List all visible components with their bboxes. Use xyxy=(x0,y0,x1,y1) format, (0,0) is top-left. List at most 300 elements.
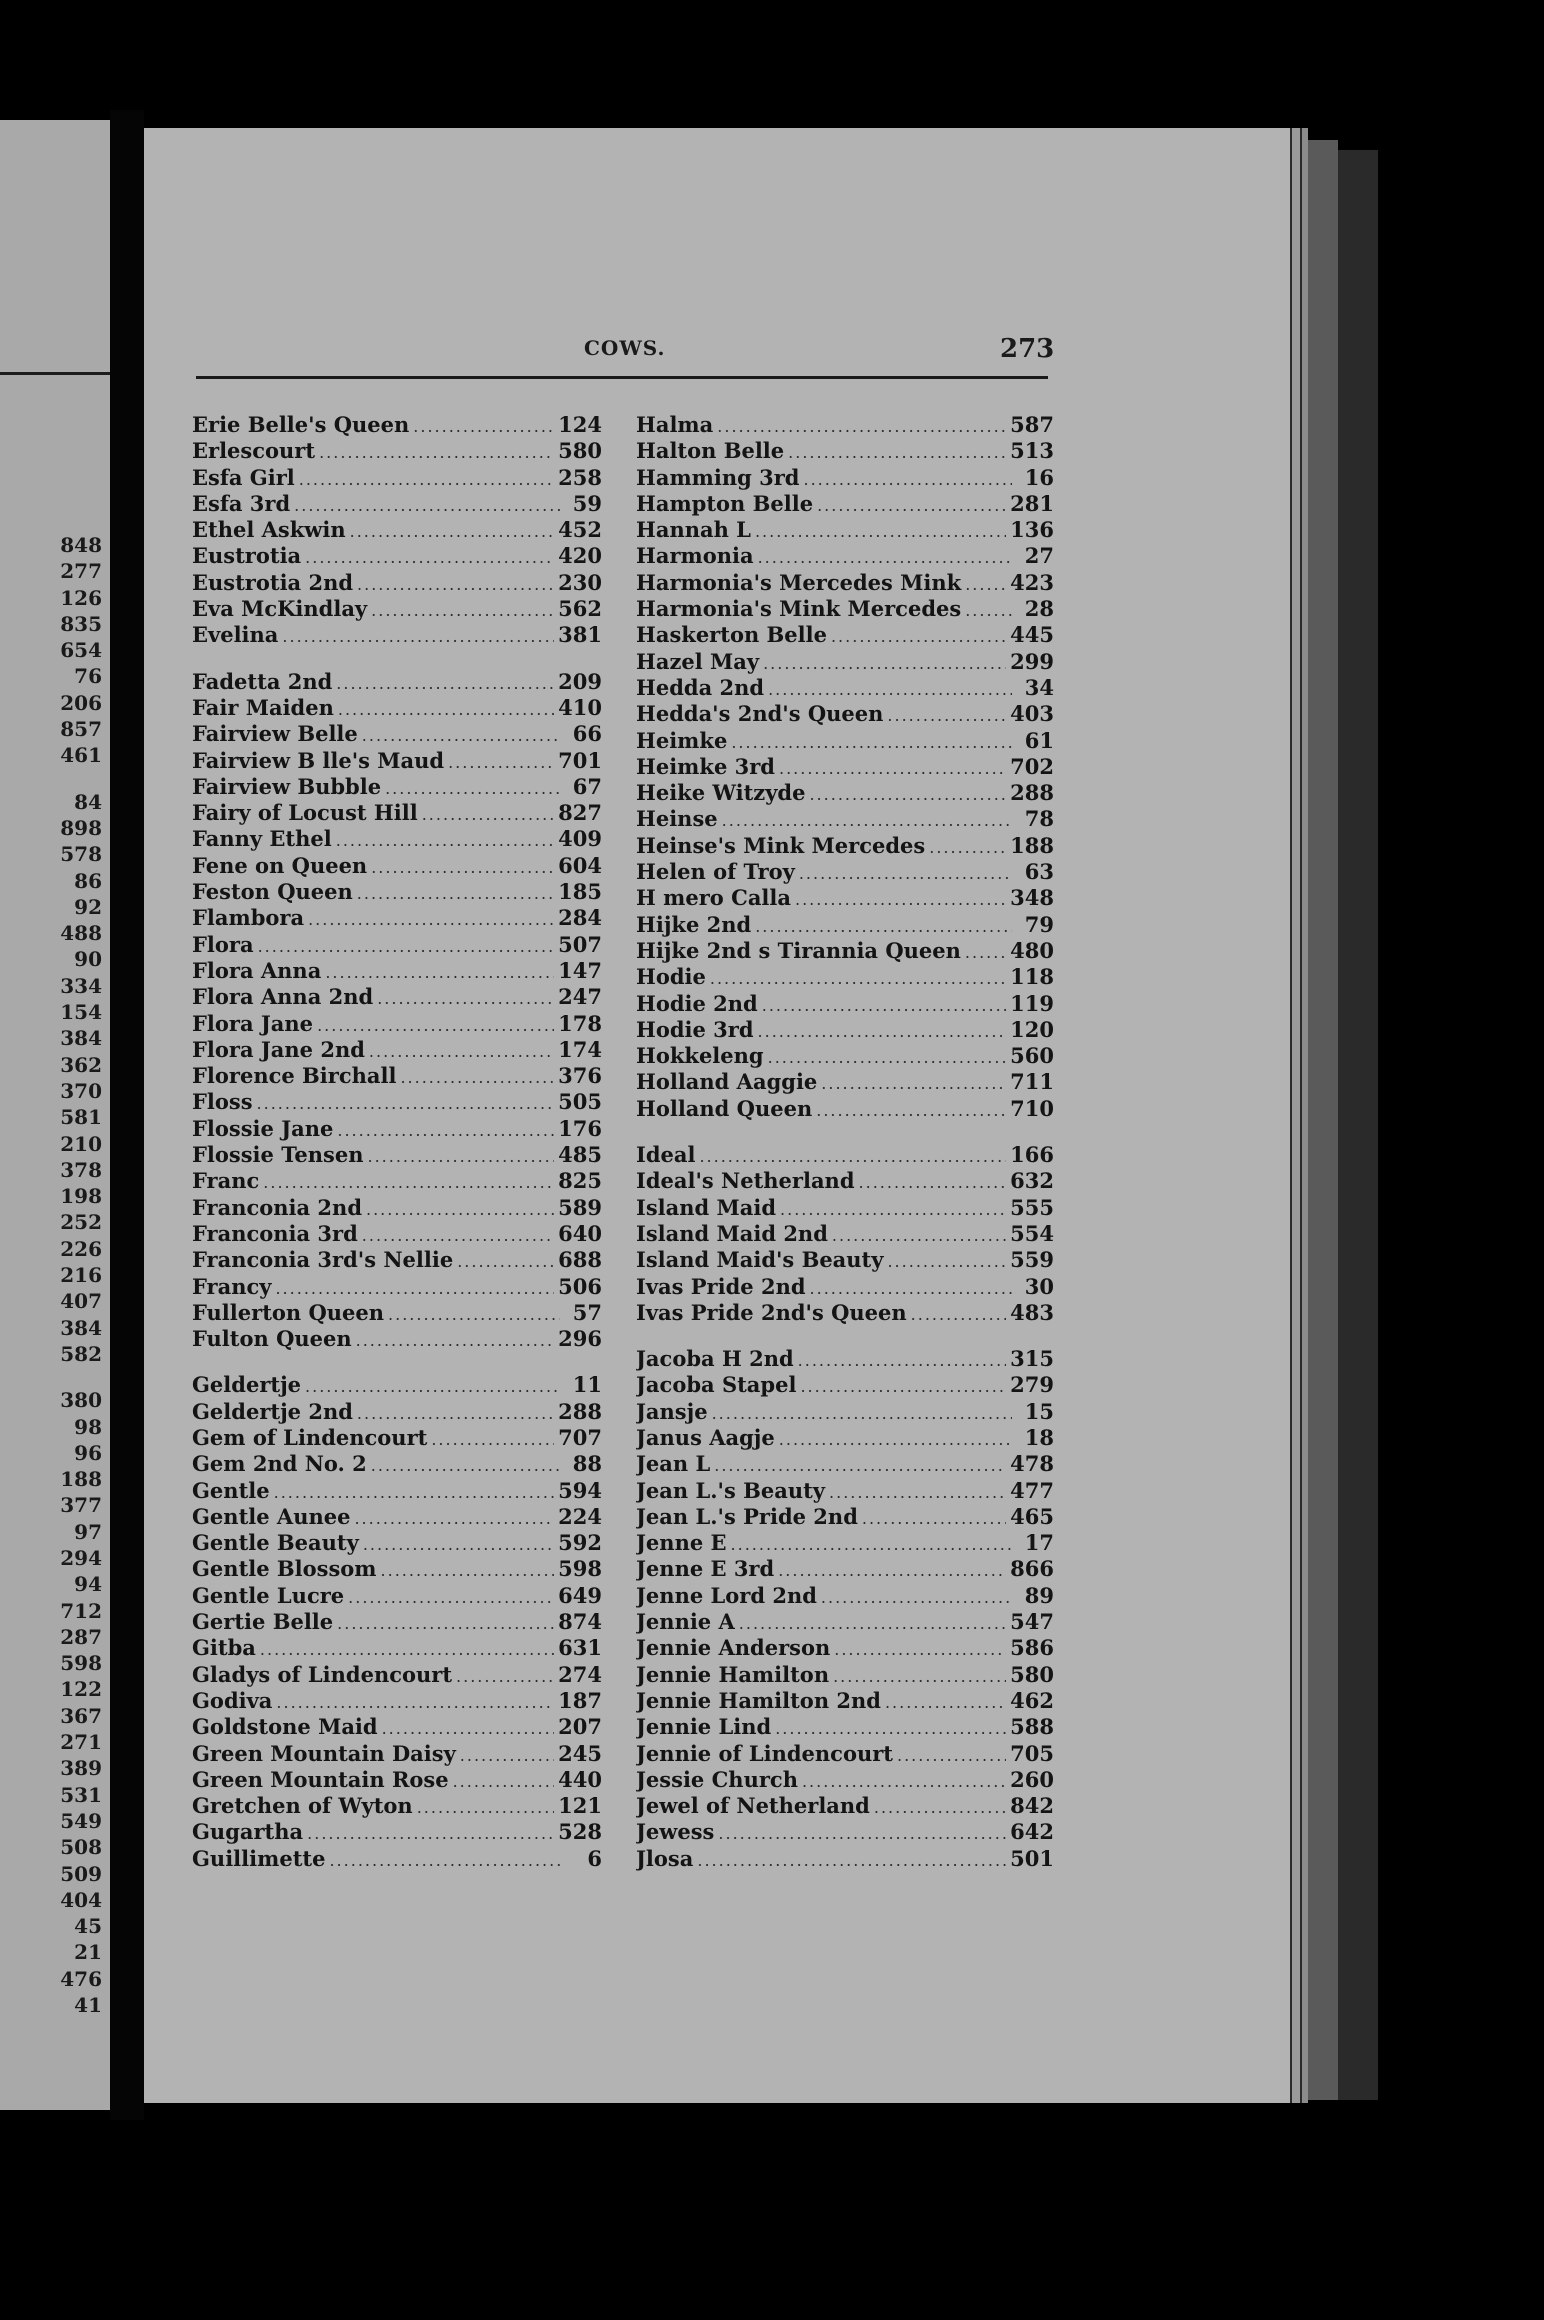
leader-dots xyxy=(276,1690,554,1714)
entry-page-number: 587 xyxy=(1010,412,1054,437)
entry-name: Gem 2nd No. 2 xyxy=(192,1451,367,1477)
left-page-number: 598 xyxy=(60,1651,102,1676)
entry-name: Flossie Jane xyxy=(192,1115,334,1141)
index-entry xyxy=(636,728,1054,754)
left-page-number: 362 xyxy=(60,1052,102,1077)
entry-name: Halton Belle xyxy=(636,438,785,464)
index-entry xyxy=(192,1556,602,1582)
entry-page-number: 67 xyxy=(572,773,602,799)
entry-name: H mero Calla xyxy=(636,885,791,911)
entry-page-number: 288 xyxy=(558,1398,602,1424)
left-page-number: 578 xyxy=(60,842,102,867)
entry-name: Erlescourt xyxy=(192,438,316,464)
entry-page-number: 483 xyxy=(1010,1299,1054,1325)
index-entry xyxy=(192,465,602,491)
index-entry xyxy=(192,438,602,464)
left-page-number: 287 xyxy=(60,1624,102,1649)
entry-page-number: 589 xyxy=(558,1194,602,1220)
entry-page-number: 707 xyxy=(558,1424,602,1450)
leader-dots xyxy=(356,1328,555,1352)
index-entry xyxy=(636,1195,1054,1221)
index-entry xyxy=(192,1274,602,1300)
left-page-number: 97 xyxy=(74,1519,102,1544)
header-rule xyxy=(196,376,1048,379)
leader-dots xyxy=(929,835,1006,859)
entry-page-number: 78 xyxy=(1024,806,1054,832)
entry-page-number: 136 xyxy=(1010,517,1054,543)
leader-dots xyxy=(413,414,554,438)
entry-name: Fair Maiden xyxy=(192,694,334,720)
index-entry xyxy=(192,1583,602,1609)
index-entry xyxy=(192,1142,602,1168)
entry-name: Hedda's 2nd's Queen xyxy=(636,701,884,727)
index-entry xyxy=(192,669,602,695)
entry-page-number: 547 xyxy=(1010,1609,1054,1635)
entry-name: Jewel of Netherland xyxy=(636,1793,870,1819)
entry-page-number: 559 xyxy=(1010,1247,1054,1273)
entry-name: Goldstone Maid xyxy=(192,1714,378,1740)
left-page-number: 377 xyxy=(60,1493,102,1518)
entry-name: Franconia 3rd xyxy=(192,1220,358,1246)
index-entry xyxy=(636,859,1054,885)
leader-dots xyxy=(282,624,554,648)
entry-page-number: 61 xyxy=(1024,727,1054,753)
entry-page-number: 147 xyxy=(558,957,602,983)
left-page-number: 277 xyxy=(60,559,102,584)
entry-name: Gladys of Lindencourt xyxy=(192,1661,453,1687)
leader-dots xyxy=(317,1013,554,1037)
entry-page-number: 410 xyxy=(558,694,602,720)
entry-page-number: 30 xyxy=(1024,1273,1054,1299)
left-page-number: 96 xyxy=(74,1440,102,1465)
page-edge xyxy=(1300,128,1308,2103)
index-entry xyxy=(636,1346,1054,1372)
entry-page-number: 420 xyxy=(558,543,602,569)
index-entry xyxy=(636,465,1054,491)
entry-name: Heimke xyxy=(636,727,728,753)
index-entry xyxy=(192,1504,602,1530)
entry-name: Fairview Belle xyxy=(192,721,358,747)
leader-dots xyxy=(337,1611,554,1635)
entry-page-number: 501 xyxy=(1010,1845,1054,1871)
leader-dots xyxy=(799,861,1012,885)
book-gutter xyxy=(110,110,144,2120)
entry-page-number: 118 xyxy=(1010,964,1054,990)
leader-dots xyxy=(338,697,554,721)
index-entry xyxy=(636,1714,1054,1740)
index-entry xyxy=(636,1069,1054,1095)
leader-dots xyxy=(457,1249,554,1273)
entry-name: Ivas Pride 2nd xyxy=(636,1273,806,1299)
index-entry xyxy=(636,1478,1054,1504)
entry-name: Hampton Belle xyxy=(636,490,814,516)
page-shadow xyxy=(1338,150,1378,2100)
index-entry xyxy=(192,1451,602,1477)
entry-page-number: 485 xyxy=(558,1142,602,1168)
spacer xyxy=(60,769,102,789)
leader-dots xyxy=(357,881,554,905)
entry-page-number: 423 xyxy=(1010,569,1054,595)
index-entry xyxy=(192,1425,602,1451)
left-page-number: 216 xyxy=(60,1263,102,1288)
leader-dots xyxy=(699,1144,1006,1168)
entry-name: Flora xyxy=(192,931,254,957)
entry-page-number: 245 xyxy=(558,1740,602,1766)
entry-page-number: 59 xyxy=(572,490,602,516)
entry-page-number: 452 xyxy=(558,517,602,543)
leader-dots xyxy=(337,1118,554,1142)
index-entry xyxy=(636,912,1054,938)
entry-page-number: 866 xyxy=(1010,1556,1054,1582)
leader-dots xyxy=(357,1401,554,1425)
index-entry xyxy=(636,833,1054,859)
leader-dots xyxy=(456,1664,554,1688)
left-page-number: 898 xyxy=(60,815,102,840)
leader-dots xyxy=(763,651,1006,675)
entry-page-number: 260 xyxy=(1010,1766,1054,1792)
left-page-number: 76 xyxy=(74,664,102,689)
entry-page-number: 66 xyxy=(572,721,602,747)
index-entry xyxy=(636,1767,1054,1793)
leader-dots xyxy=(697,1848,1006,1872)
entry-page-number: 174 xyxy=(558,1036,602,1062)
leader-dots xyxy=(369,1039,554,1063)
index-entry xyxy=(192,1326,602,1352)
index-column-left xyxy=(192,412,602,1872)
entry-name: Hodie 3rd xyxy=(636,1016,754,1042)
left-page-number: 92 xyxy=(74,894,102,919)
entry-name: Erie Belle's Queen xyxy=(192,412,410,437)
entry-page-number: 580 xyxy=(558,438,602,464)
entry-page-number: 176 xyxy=(558,1115,602,1141)
leader-dots xyxy=(305,1374,560,1398)
entry-name: Heimke 3rd xyxy=(636,753,775,779)
entry-name: Fairview Bubble xyxy=(192,773,382,799)
entry-page-number: 27 xyxy=(1024,543,1054,569)
leader-dots xyxy=(731,1532,1012,1556)
entry-page-number: 57 xyxy=(572,1299,602,1325)
left-page-number: 549 xyxy=(60,1808,102,1833)
index-entry xyxy=(192,1793,602,1819)
entry-name: Francy xyxy=(192,1273,272,1299)
leader-dots xyxy=(260,1637,554,1661)
leader-dots xyxy=(780,1197,1006,1221)
entry-page-number: 688 xyxy=(558,1247,602,1273)
entry-page-number: 247 xyxy=(558,984,602,1010)
leader-dots xyxy=(362,723,560,747)
entry-name: Haskerton Belle xyxy=(636,622,827,648)
entry-name: Franc xyxy=(192,1168,260,1194)
entry-page-number: 258 xyxy=(558,464,602,490)
left-page-number: 370 xyxy=(60,1078,102,1103)
entry-page-number: 631 xyxy=(558,1635,602,1661)
left-page-number: 367 xyxy=(60,1703,102,1728)
leader-dots xyxy=(897,1743,1006,1767)
leader-dots xyxy=(885,1690,1006,1714)
leader-dots xyxy=(257,1091,555,1115)
leader-dots xyxy=(460,1743,554,1767)
leader-dots xyxy=(874,1795,1006,1819)
entry-name: Hannah L xyxy=(636,517,751,543)
entry-name: Fulton Queen xyxy=(192,1326,352,1352)
entry-page-number: 376 xyxy=(558,1063,602,1089)
leader-dots xyxy=(329,1848,560,1872)
entry-name: Jennie Hamilton xyxy=(636,1661,830,1687)
leader-dots xyxy=(371,855,554,879)
left-page-number: 389 xyxy=(60,1756,102,1781)
left-page-number: 509 xyxy=(60,1861,102,1886)
index-column-right xyxy=(636,412,1054,1872)
leader-dots xyxy=(779,1427,1012,1451)
entry-page-number: 315 xyxy=(1010,1346,1054,1372)
index-entry xyxy=(636,1425,1054,1451)
entry-name: Hazel May xyxy=(636,648,760,674)
leader-dots xyxy=(354,1506,554,1530)
leader-dots xyxy=(739,1611,1006,1635)
index-entry xyxy=(192,1399,602,1425)
entry-name: Fadetta 2nd xyxy=(192,668,333,694)
page-edge xyxy=(1290,128,1300,2103)
entry-page-number: 187 xyxy=(558,1687,602,1713)
entry-page-number: 79 xyxy=(1024,911,1054,937)
entry-page-number: 16 xyxy=(1024,464,1054,490)
entry-name: Gitba xyxy=(192,1635,256,1661)
leader-dots xyxy=(366,1197,554,1221)
leader-dots xyxy=(453,1769,555,1793)
entry-page-number: 188 xyxy=(1010,832,1054,858)
leader-dots xyxy=(305,545,554,569)
index-entry xyxy=(636,675,1054,701)
leader-dots xyxy=(831,624,1006,648)
index-entry xyxy=(636,1096,1054,1122)
entry-page-number: 18 xyxy=(1024,1424,1054,1450)
entry-page-number: 505 xyxy=(558,1089,602,1115)
leader-dots xyxy=(722,808,1012,832)
index-entry xyxy=(192,1688,602,1714)
index-entry xyxy=(192,1819,602,1845)
entry-name: Ivas Pride 2nd's Queen xyxy=(636,1299,907,1325)
entry-page-number: 28 xyxy=(1024,596,1054,622)
leader-dots xyxy=(275,1276,554,1300)
left-page-number: 531 xyxy=(60,1782,102,1807)
entry-name: Esfa 3rd xyxy=(192,490,291,516)
index-entry xyxy=(636,1372,1054,1398)
entry-name: Hamming 3rd xyxy=(636,464,800,490)
entry-page-number: 507 xyxy=(558,931,602,957)
entry-page-number: 462 xyxy=(1010,1687,1054,1713)
leader-dots xyxy=(357,572,554,596)
index-entry xyxy=(192,1168,602,1194)
index-entry xyxy=(636,649,1054,675)
index-entry xyxy=(192,879,602,905)
index-entry xyxy=(636,1274,1054,1300)
entry-name: Island Maid xyxy=(636,1194,777,1220)
entry-page-number: 632 xyxy=(1010,1168,1054,1194)
entry-name: Jlosa xyxy=(636,1845,694,1871)
entry-name: Fullerton Queen xyxy=(192,1299,385,1325)
left-page-number: 582 xyxy=(60,1341,102,1366)
entry-name: Jennie A xyxy=(636,1609,735,1635)
leader-dots xyxy=(834,1637,1006,1661)
left-page-number: 476 xyxy=(60,1966,102,1991)
entry-name: Gentle Blossom xyxy=(192,1556,377,1582)
index-entry xyxy=(192,1662,602,1688)
entry-page-number: 477 xyxy=(1010,1477,1054,1503)
left-page-number: 206 xyxy=(60,690,102,715)
entry-name: Jennie Lind xyxy=(636,1714,772,1740)
entry-name: Floss xyxy=(192,1089,253,1115)
leader-dots xyxy=(422,802,554,826)
entry-name: Gentle Lucre xyxy=(192,1582,345,1608)
entry-name: Jennie of Lindencourt xyxy=(636,1740,893,1766)
entry-page-number: 513 xyxy=(1010,438,1054,464)
entry-page-number: 528 xyxy=(558,1819,602,1845)
entry-name: Harmonia's Mercedes Mink xyxy=(636,569,962,595)
left-page-rule xyxy=(0,372,110,375)
index-entry xyxy=(636,991,1054,1017)
entry-name: Godiva xyxy=(192,1687,273,1713)
entry-page-number: 640 xyxy=(558,1220,602,1246)
leader-dots xyxy=(965,940,1006,964)
index-entry xyxy=(192,1221,602,1247)
entry-page-number: 592 xyxy=(558,1530,602,1556)
entry-page-number: 34 xyxy=(1024,674,1054,700)
leader-dots xyxy=(817,493,1006,517)
left-page-number: 404 xyxy=(60,1887,102,1912)
left-page-number: 384 xyxy=(60,1026,102,1051)
leader-dots xyxy=(400,1065,554,1089)
entry-name: Hokkeleng xyxy=(636,1043,764,1069)
entry-name: Gentle Beauty xyxy=(192,1530,359,1556)
left-page-number: 90 xyxy=(74,947,102,972)
leader-dots xyxy=(336,828,554,852)
left-page-number: 84 xyxy=(74,789,102,814)
left-page-number: 41 xyxy=(74,1993,102,2018)
leader-dots xyxy=(829,1480,1006,1504)
leader-dots xyxy=(965,598,1012,622)
index-entry xyxy=(636,412,1054,438)
entry-name: Guillimette xyxy=(192,1845,326,1871)
index-entry xyxy=(192,853,602,879)
index-entry xyxy=(636,1609,1054,1635)
entry-page-number: 11 xyxy=(572,1372,602,1398)
entry-name: Fairy of Locust Hill xyxy=(192,800,418,826)
entry-name: Jean L xyxy=(636,1451,711,1477)
left-page-number: 835 xyxy=(60,611,102,636)
index-entry xyxy=(636,1556,1054,1582)
left-page-number: 252 xyxy=(60,1210,102,1235)
leader-dots xyxy=(965,572,1006,596)
entry-page-number: 288 xyxy=(1010,780,1054,806)
index-entry xyxy=(636,491,1054,517)
entry-name: Harmonia xyxy=(636,543,754,569)
index-entry xyxy=(192,412,602,438)
left-page-number: 857 xyxy=(60,717,102,742)
entry-name: Jenne E 3rd xyxy=(636,1556,775,1582)
leader-dots xyxy=(821,1585,1012,1609)
entry-page-number: 279 xyxy=(1010,1372,1054,1398)
leader-dots xyxy=(363,1532,554,1556)
entry-name: Ethel Askwin xyxy=(192,517,346,543)
index-entry xyxy=(192,1247,602,1273)
entry-page-number: 705 xyxy=(1010,1740,1054,1766)
leader-dots xyxy=(319,440,554,464)
leader-dots xyxy=(798,1348,1007,1372)
index-entry xyxy=(636,1451,1054,1477)
entry-name: Flambora xyxy=(192,905,305,931)
entry-page-number: 642 xyxy=(1010,1819,1054,1845)
left-page-number: 122 xyxy=(60,1677,102,1702)
entry-name: Hijke 2nd xyxy=(636,911,752,937)
entry-page-number: 6 xyxy=(587,1845,602,1871)
index-entry xyxy=(636,1247,1054,1273)
left-page-number: 378 xyxy=(60,1157,102,1182)
leader-dots xyxy=(775,1716,1006,1740)
leader-dots xyxy=(371,598,554,622)
entry-page-number: 15 xyxy=(1024,1398,1054,1424)
leader-dots xyxy=(710,966,1006,990)
entry-name: Flossie Tensen xyxy=(192,1142,364,1168)
leader-dots xyxy=(755,519,1006,543)
entry-page-number: 207 xyxy=(558,1714,602,1740)
index-entry xyxy=(192,1741,602,1767)
entry-name: Halma xyxy=(636,412,714,437)
leader-dots xyxy=(348,1585,554,1609)
index-entry xyxy=(636,1504,1054,1530)
left-page-number: 154 xyxy=(60,1000,102,1025)
entry-page-number: 555 xyxy=(1010,1194,1054,1220)
entry-name: Jean L.'s Pride 2nd xyxy=(636,1503,858,1529)
index-entry xyxy=(192,826,602,852)
entry-page-number: 88 xyxy=(572,1451,602,1477)
leader-dots xyxy=(810,1276,1012,1300)
index-entry xyxy=(192,1116,602,1142)
leader-dots xyxy=(336,671,554,695)
entry-page-number: 89 xyxy=(1024,1582,1054,1608)
entry-page-number: 348 xyxy=(1010,885,1054,911)
left-page-number: 488 xyxy=(60,921,102,946)
index-entry xyxy=(636,806,1054,832)
entry-name: Jean L.'s Beauty xyxy=(636,1477,826,1503)
entry-name: Geldertje 2nd xyxy=(192,1398,353,1424)
entry-name: Evelina xyxy=(192,622,279,648)
leader-dots xyxy=(325,960,554,984)
entry-page-number: 588 xyxy=(1010,1714,1054,1740)
index-entry xyxy=(192,622,602,648)
index-entry xyxy=(192,932,602,958)
entry-page-number: 185 xyxy=(558,879,602,905)
entry-page-number: 381 xyxy=(558,622,602,648)
leader-dots xyxy=(368,1144,555,1168)
entry-page-number: 121 xyxy=(558,1793,602,1819)
entry-name: Ideal xyxy=(636,1142,696,1168)
entry-name: Hodie xyxy=(636,964,706,990)
entry-name: Ideal's Netherland xyxy=(636,1168,855,1194)
entry-name: Eustrotia xyxy=(192,543,302,569)
index-entry xyxy=(636,438,1054,464)
index-entry xyxy=(636,1741,1054,1767)
index-entry xyxy=(636,1300,1054,1326)
entry-name: Harmonia's Mink Mercedes xyxy=(636,596,962,622)
entry-page-number: 403 xyxy=(1010,701,1054,727)
entry-name: Jewess xyxy=(636,1819,715,1845)
entry-name: Feston Queen xyxy=(192,879,353,905)
left-page-number: 407 xyxy=(60,1289,102,1314)
spacer xyxy=(60,1367,102,1387)
leader-dots xyxy=(821,1071,1006,1095)
entry-page-number: 710 xyxy=(1010,1095,1054,1121)
entry-name: Jacoba Stapel xyxy=(636,1372,797,1398)
